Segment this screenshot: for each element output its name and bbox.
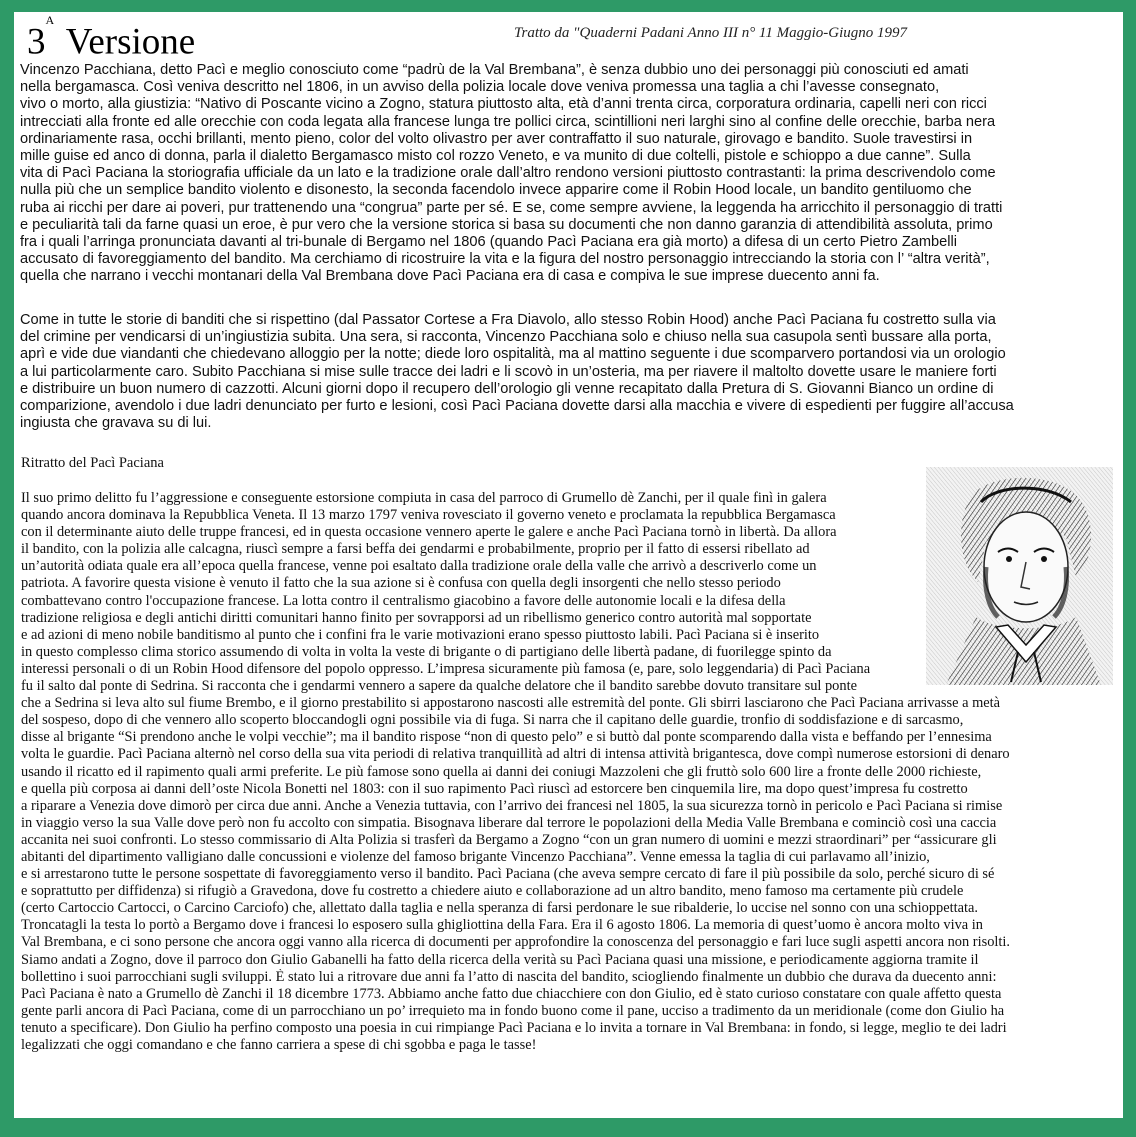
text-line: accusato di favoreggiamento del bandito. Ma cerchiamo di ricostruire la vita e la figura del nostro personaggio intrecciando la storia con l’ “altra verità”, <box>20 251 990 268</box>
text-line: Il suo primo delitto fu l’aggressione e conseguente estorsione compiuta in casa del parroco di Grumello dè Zanchi, per il quale finì in galera <box>21 490 827 506</box>
text-line: Troncatagli la testa lo portò a Bergamo dove i francesi lo esposero sulla ghigliottina della Fara. Era il 6 agosto 1806. La memoria di quest’uomo è ancora molto viva in <box>21 917 983 934</box>
text-line: e quella più corposa ai danni dell’oste Nicola Bonetti nel 1803: con il suo rapimento Pacì riuscì ad estorcere ben cinquemila lire, ma dopo quest’impresa fu costretto <box>21 780 968 797</box>
text-line: mille guise ed anco di donna, parla il dialetto Bergamasco misto col rozzo Veneto, e va munito di due coltelli, pistole e schioppo a due canne”. Sulla <box>20 148 971 165</box>
text-line: del sospeso, dopo di che vennero allo scoperto bloccandogli ogni possibile via di fuga. Si narra che il capitano delle guardie, tronfio di soddisfazione e di sarcasmo, <box>21 712 964 729</box>
text-line: tenuto a specificare). Don Giulio ha perfino composto una poesia in cui rimpiange Pacì Paciana e lo invita a tornare in Val Brembana: in fondo, si legge, meglio te dei ladri <box>21 1019 1007 1036</box>
text-line: fu il salto dal ponte di Sedrina. Si racconta che i gendarmi vennero a sapere da qualche delatore che il bandito sarebbe dovuto transitare sul ponte <box>21 678 857 695</box>
text-line: gente parli ancora di Pacì Paciana, come di un parrocchiano un po’ irrequieto ma in fondo buono come il pane, ucciso a tradimento da un meridionale (come don Giulio ha <box>21 1002 1005 1019</box>
title-number: 3 <box>27 21 46 63</box>
text-line: tradizione religiosa e degli antichi diritti comunitari hanno finito per sovrapporsi ad un ribellismo generico contro autorità mal sopportate <box>21 609 812 626</box>
text-line: con il determinante aiuto delle truppe francesi, ed in questa occasione vennero aperte le galere e anche Pacì Paciana tornò in libertà. Da allora <box>21 524 837 541</box>
text-line: disse al brigante “Si prendono anche le volpi vecchie”; ma il bandito rispose “non di questo pelo” e si buttò dal ponte scomparendo dalla vista e beffando per l’ennesima <box>21 729 992 746</box>
document-page <box>14 12 1123 1118</box>
text-line: fra i quali l’arringa pronunciata davanti al tri-bunale di Bergamo nel 1806 (quando Pacì Paciana era già morto) a difesa di un certo Pietro Zambelli <box>20 234 957 251</box>
portrait-caption: Ritratto del Pacì Paciana <box>21 455 164 471</box>
text-line: Come in tutte le storie di banditi che si rispettino (dal Passator Cortese a Fra Diavolo, allo stesso Robin Hood) anche Pacì Paciana fu costretto sulla via <box>20 312 996 328</box>
text-line: a lui particolarmente caro. Subito Pacchiana si mise sulle tracce dei ladri e li scovò in un’osteria, ma per riavere il maltolto dovette usare le maniere forti <box>20 363 997 380</box>
text-line: Pacì Paciana è nato a Grumello dè Zanchi il 18 dicembre 1773. Abbiamo anche fatto due chiacchiere con don Giulio, ed è stato curioso constatare con quale affetto questa <box>21 985 1002 1002</box>
title-word: Versione <box>65 21 196 63</box>
document-title <box>27 13 196 63</box>
text-line: abitanti del dipartimento valligiano dalle concussioni e violenze del famoso brigante Vincenzo Pacchiana”. Venne emessa la taglia di cui parlavamo all’inizio, <box>21 848 930 865</box>
text-line: ruba ai ricchi per dare ai poveri, pur trattenendo una “congrua” parte per sé. E se, come sempre avviene, la leggenda ha arricchito il personaggio di tratti <box>20 199 1003 216</box>
text-line: nulla più che un semplice bandito violento e disonesto, la seconda facendolo invece apparire come il Robin Hood locale, un bandito gentiluomo che <box>20 182 972 199</box>
article-body <box>21 490 1117 1054</box>
title-superscript: A <box>45 13 55 27</box>
text-line: e distribuire un buon numero di cazzotti. Alcuni giorni dopo il recupero dell’orologio gli venne recapitato dalla Pretura di S. Giovanni Bianco un ordine di <box>20 380 994 397</box>
text-line: vita di Pacì Paciana la storiografia ufficiale da un lato e la tradizione orale dall’altro rendono versioni piuttosto contrastanti: la prima descrivendolo come <box>20 165 996 182</box>
text-line: un’autorità odiata quale era all’epoca quella francese, venne poi esaltato dalla tradizione orale della valle che arrivò a descriverlo come un <box>21 558 817 575</box>
text-line: legalizzati che oggi comandano e che fanno carriera a spese di chi sgobba e paga le tasse! <box>21 1037 537 1053</box>
source-citation: Tratto da "Quaderni Padani Anno III n° 11 Maggio-Giugno 1997 <box>514 25 907 41</box>
text-line: patriota. A favorire questa visione è venuto il fatto che la sua azione si è confusa con quella degli insorgenti che nello stesso periodo <box>21 575 781 592</box>
text-line: e soprattutto per diffidenza) si rifugiò a Gravedona, dove fu costretto a chiedere aiuto e collaborazione ad un altro bandito, meno famoso ma certamente più crudele <box>21 883 964 900</box>
text-line: il bandito, con la polizia alle calcagna, riuscì sempre a farsi beffa dei gendarmi e probabilmente, proprio per il fatto di essersi ribellato ad <box>21 541 810 558</box>
text-line: in questo complesso clima storico assumendo di volta in volta la veste di brigante o di partigiano delle libertà padane, di fuorilegge spinto da <box>21 643 832 660</box>
text-line: comparizione, avendolo i due ladri denunciato per furto e lesioni, così Pacì Paciana dovette darsi alla macchia e vivere di espedienti per fuggire all’accusa <box>20 398 1014 415</box>
text-line: aprì e vide due viandanti che chiedevano alloggio per la notte; diede loro ospitalità, ma al mattino seguente i due scomparvero portandosi via un orologio <box>20 346 1006 363</box>
text-line: del crimine per vendicarsi di un’ingiustizia subita. Una sera, si racconta, Vincenzo Pacchiana solo e chiuso nella sua casupola sentì bussare alla porta, <box>20 329 992 346</box>
text-line: ordinariamente rasa, occhi brillanti, mento pieno, color del volto olivastro per aver contraffatto il suo naturale, girovago e bandito. Suole travestirsi in <box>20 130 973 147</box>
text-line: in viaggio verso la sua Valle dove però non fu accolto con simpatia. Bisognava liberare dal terrore le popolazioni della Media Valle Brembana e cominciò così una caccia <box>21 814 997 831</box>
text-line: e si arrestarono tutte le persone sospettate di favoreggiamento verso il bandito. Pacì Paciana (che aveva sempre cercato di fare il più possibile da solo, perché sicuro di sé <box>21 866 995 883</box>
text-line: nella bergamasca. Così veniva descritto nel 1806, in un avviso della polizia locale dove veniva promessa una taglia a chi l’avesse consegnato, <box>20 79 940 96</box>
text-line: Vincenzo Pacchiana, detto Pacì e meglio conosciuto come “padrù de la Val Brembana”, è senza dubbio uno dei personaggi più conosciuti ed amati <box>20 62 969 78</box>
text-line: quella che narrano i vecchi montanari della Val Brembana dove Pacì Paciana era di casa e compiva le sue imprese duecento anni fa. <box>20 268 880 285</box>
text-line: quando ancora dominava la Repubblica Veneta. Il 13 marzo 1797 veniva rovesciato il governo veneto e proclamata la repubblica Bergamasca <box>21 507 836 524</box>
text-line: usando il ricatto ed il rapimento quali armi preferite. Le più famose sono quella ai danni dei coniugi Mazzoleni che gli fruttò solo 600 lire a fronte delle 2000 richieste, <box>21 763 982 780</box>
intro-paragraph-1 <box>20 62 1118 286</box>
text-line: e ad azioni di meno nobile banditismo al punto che i confini fra le varie motivazioni erano spesso piuttosto labili. Pacì Paciana si è inserito <box>21 626 820 643</box>
text-line: intrecciati alla fronte ed alle orecchie con coda legata alla francese lunga tre pollici circa, scintillioni neri larghi sino al confine delle orecchie, barba nera <box>20 113 996 130</box>
text-line: a riparare a Venezia dove dimorò per circa due anni. Anche a Venezia tuttavia, con l’arrivo dei francesi nel 1805, la sua sicurezza tornò in pericolo e Pacì Paciana si rimise <box>21 797 1003 814</box>
text-line: Val Brembana, e ci sono persone che ancora oggi vanno alla ricerca di documenti per approfondire la conoscenza del personaggio e fari luce sugli aspetti ancora non risolti. <box>21 934 1010 951</box>
text-line: (certo Cartoccio Cartocci, o Carcino Carciofo) che, allettato dalla taglia e nella speranza di farsi perdonare le sue ribalderie, lo uccise nel sonno con una schioppettata. <box>21 900 978 917</box>
text-line: e peculiarità tali da farne quasi un eroe, è pur vero che la versione storica si basa su documenti che non danno garanzia di attendibilità assoluta, primo <box>20 216 993 233</box>
text-line: Siamo andati a Zogno, dove il parroco don Giulio Gabanelli ha fatto della ricerca della verità su Pacì Paciana quasi una missione, e periodicamente aggiorna tramite il <box>21 951 979 968</box>
text-line: vivo o morto, alla giustizia: “Nativo di Poscante vicino a Zogno, statura piuttosto alta, età d’anni trenta circa, corporatura ordinaria, capelli neri con ricci <box>20 96 987 113</box>
text-line: ingiusta che gravava su di lui. <box>20 415 212 432</box>
text-line: che a Sedrina si leva alto sul fiume Brembo, e il giorno prestabilito si appostarono nascosti alle estremità del ponte. Gli sbirri lasciarono che Pacì Paciana arrivasse a metà <box>21 695 1001 712</box>
document-header <box>14 12 1123 63</box>
intro-paragraph-2 <box>20 312 1118 432</box>
text-line: bollettino i suoi parrocchiani sugli sviluppi. È stato lui a ritrovare due anni fa l’atto di nascita del bandito, sciogliendo finalmente un dubbio che durava da duecento anni: <box>21 968 997 985</box>
text-line: accanita nei suoi confronti. Lo stesso commissario di Alta Polizia si trasferì da Bergamo a Zogno “con un gran numero di uomini e mezzi straordinari” per “assicurare gli <box>21 831 997 848</box>
text-line: combattevano contro l'occupazione francese. La lotta contro il centralismo giacobino a favore delle autonomie locali e la difesa della <box>21 592 786 609</box>
text-line: volta le guardie. Pacì Paciana alternò nel corso della sua vita periodi di relativa tranquillità ad altri di intensa attività brigantesca, dove compì numerose estorsioni di denaro <box>21 746 1010 763</box>
text-line: interessi personali o di un Robin Hood difensore del popolo oppresso. L’impresa sicuramente più famosa (e, pare, solo leggendaria) di Pacì Paciana <box>21 660 871 677</box>
